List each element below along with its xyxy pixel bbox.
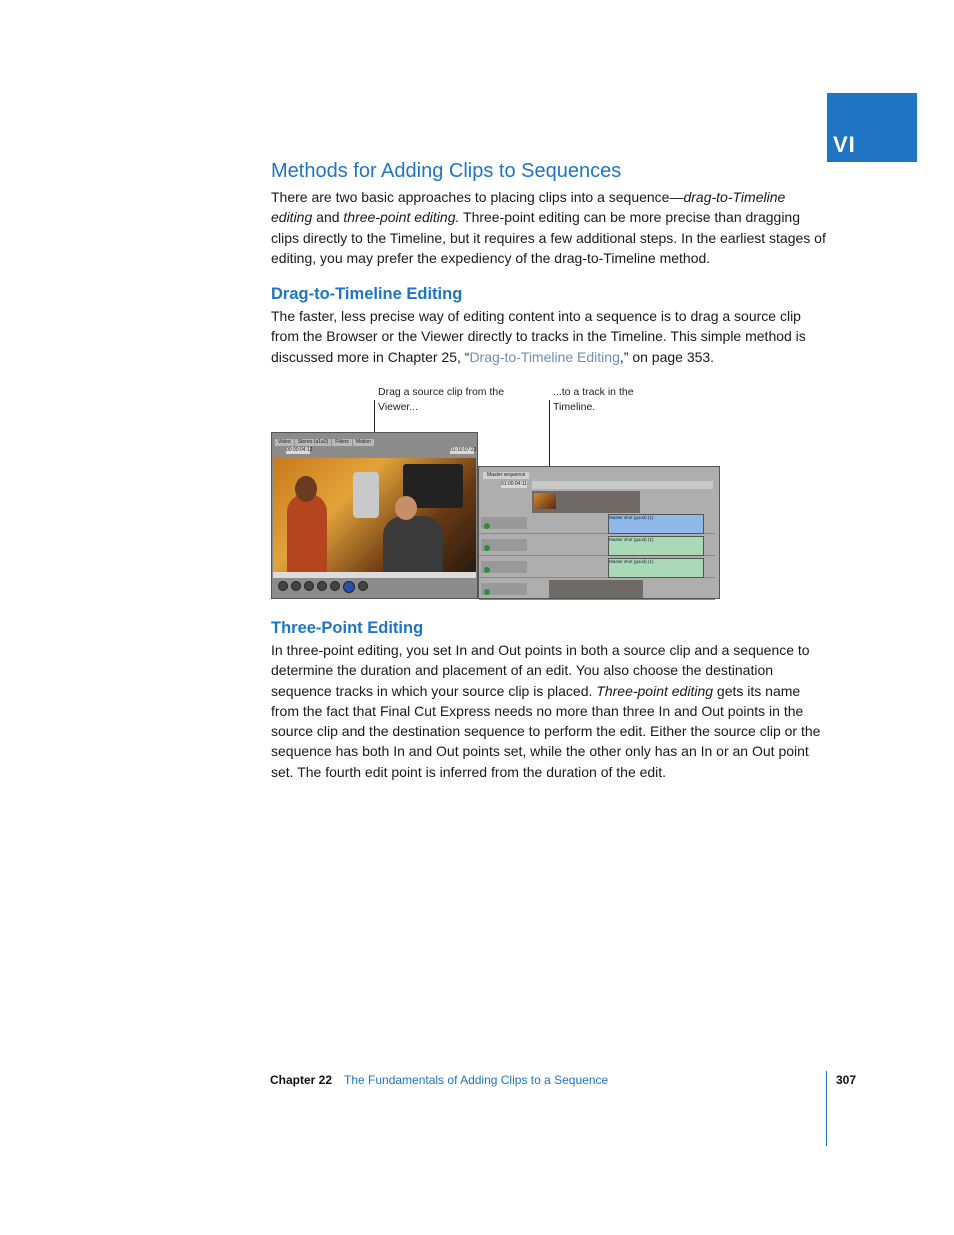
viewer-transport-controls [278,581,368,593]
rewind-icon[interactable] [330,581,340,591]
three-point-text-1: In three-point editing, you set In and Out points in both a source clip and a sequence to determine the duration and placement of an edit. You also choose the destination sequence tracks in which your source clip is placed. [271,642,810,699]
man-figure [383,516,443,572]
footer-chapter: Chapter 22 [270,1073,333,1087]
drag-heading: Drag-to-Timeline Editing [271,285,463,303]
timeline-ruler[interactable] [532,481,713,489]
woman-figure [287,494,327,572]
intro-text-3: Three-point editing can be more precise than dragging clips directly to the Timeline, but it requires a few additional steps. In the earliest stages of editing, you may prefer the expediency of the drag-to-Timeline method. [271,209,826,266]
drag-paragraph [271,306,827,367]
track-audio-icon[interactable] [484,545,490,551]
fast-forward-icon[interactable] [358,581,368,591]
viewer-tabs [275,439,374,446]
intro-term-drag: drag-to-Timeline editing [271,189,786,226]
drag-text-2: ,” on page 353. [619,348,715,365]
timeline-sequence-tab[interactable]: Master sequence [483,472,529,479]
three-point-paragraph [271,640,827,782]
track-audio-icon[interactable] [484,567,490,573]
track-v1 [479,513,715,534]
track-a1 [479,535,715,556]
viewer-tab-filters[interactable]: Filters [332,439,352,446]
track-a2-controls[interactable] [481,561,527,573]
three-point-heading: Three-Point Editing [271,619,424,637]
footer-divider [826,1071,827,1146]
drag-text-1: The faster, less precise way of editing content into a sequence is to drag a source clip from the Browser or the Viewer directly to tracks in the Timeline. This simple method is discussed more in Chapter 25, “ [271,308,806,365]
page-number: 307 [836,1073,857,1087]
callout-viewer: Drag a source clip from the Viewer... [378,386,505,413]
section-title: Methods for Adding Clips to Sequences [271,160,622,182]
track-v1-controls[interactable] [481,517,527,529]
track-a3-controls[interactable] [481,583,527,595]
viewer-timecode-duration[interactable]: 00:00:04:12 [286,447,313,453]
track-a2 [479,557,715,578]
dragged-clip-thumbnail [534,493,556,509]
intro-text-2: and [312,209,344,226]
espresso-machine-image [353,472,379,518]
track-a1-controls[interactable] [481,539,527,551]
viewer-tab-stereo[interactable]: Stereo (a1a2) [295,439,332,446]
viewer-video-frame[interactable] [273,458,476,572]
track-a3 [479,579,715,600]
viewer-window [271,432,478,599]
timeline-window [478,466,720,599]
timeline-timecode[interactable]: 01:00:04:11 [501,481,528,487]
match-frame-icon[interactable] [304,581,314,591]
cross-reference-link[interactable]: Drag-to-Timeline Editing [469,348,620,365]
mark-out-icon[interactable] [291,581,301,591]
three-point-term: Three-point editing [596,682,714,699]
play-icon[interactable] [343,581,355,593]
audio-clip-a1[interactable]: Master shot (good) (1) [608,536,704,556]
woman-head [295,476,317,502]
drag-ghost-audio [549,580,643,598]
marker-icon[interactable] [317,581,327,591]
mark-in-icon[interactable] [278,581,288,591]
callout-timeline: ...to a track in the Timeline. [553,386,634,413]
track-audio-icon[interactable] [484,589,490,595]
intro-text-1: There are two basic approaches to placing clips into a sequence— [271,189,684,205]
viewer-tab-motion[interactable]: Motion [353,439,374,446]
part-number: VI [833,132,856,157]
footer-chapter-title[interactable]: The Fundamentals of Adding Clips to a Sequence [344,1073,609,1087]
track-visibility-icon[interactable] [484,523,490,529]
three-point-text-2: gets its name from the fact that Final Cut Express needs no more than three In and Out points in the source clip and the destination sequence to perform the edit. Either the source clip or the sequence has both In and Out points set, while the other only has an In or an Out point set. The fourth edit point is inferred from the duration of the edit. [271,682,821,780]
intro-paragraph [271,187,827,268]
part-tab [827,93,917,162]
viewer-tab-video[interactable]: Video [275,439,294,446]
viewer-timecode-current[interactable]: 01:16:07:22 [450,447,477,453]
video-clip[interactable]: Master shot (good) (1) [608,514,704,534]
editing-screenshot [271,432,720,599]
intro-term-three-point: three-point editing. [343,209,460,226]
audio-clip-a2[interactable]: Master shot (good) (1) [608,558,704,578]
viewer-scrubber-bar[interactable] [273,572,476,578]
man-head [395,496,417,520]
